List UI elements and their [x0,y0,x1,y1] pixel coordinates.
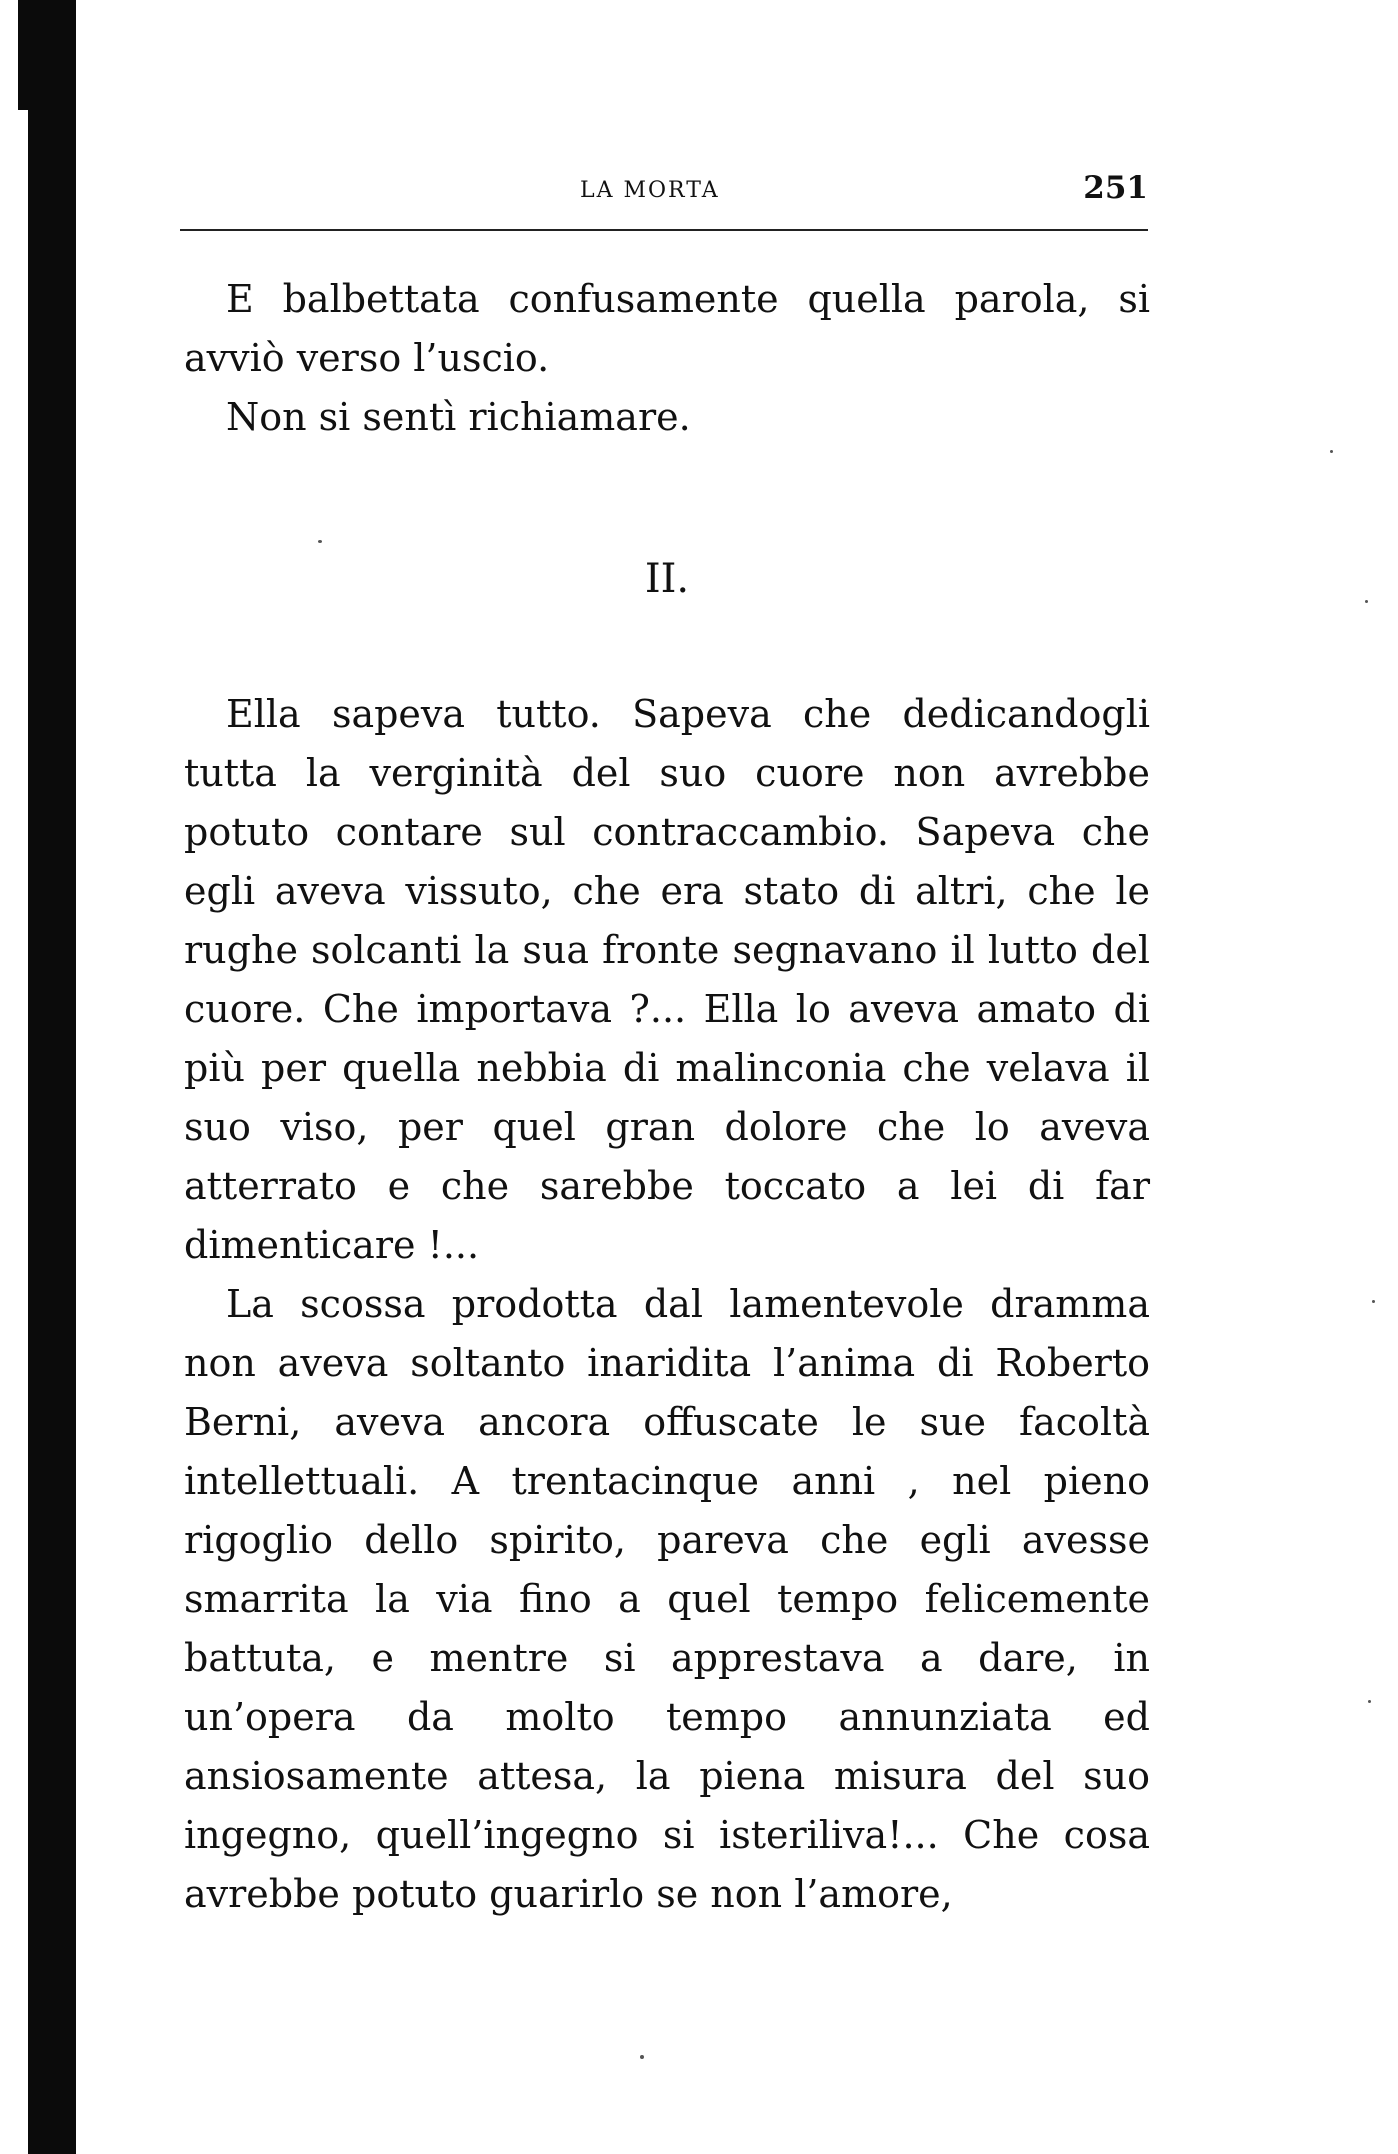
running-head [180,170,1148,210]
header-rule [180,229,1148,231]
scan-speck [1365,600,1368,603]
section-heading: II. [644,556,690,602]
section-one-text [184,270,1150,447]
book-binding-edge-top [18,0,48,110]
scan-speck [1372,1300,1375,1303]
paragraph: La scossa prodotta dal lamentevole dramma non aveva soltanto inaridita l’anima di Roberto Berni, aveva ancora offuscate le sue facoltà intellettuali. A trentacinque anni , nel pieno rigoglio dello spirito, pareva che egli avesse smarrita la via fino a quel tempo felicemente battuta, e mentre si apprestava a dare, in un’opera da molto tempo annunziata ed ansiosamente attesa, la piena misura del suo ingegno, quell’ingegno si isteriliva!... Che cosa avrebbe potuto guarirlo se non l’amore, [184,1282,1150,1916]
paragraph: Non si sentì richiamare. [226,395,691,439]
paragraph: E balbettata confusamente quella parola, si avviò verso l’uscio. [184,277,1150,380]
running-title: LA MORTA [580,178,720,203]
page-number: 251 [1083,170,1148,206]
scan-speck [318,540,322,543]
section-two-text [184,685,1150,1924]
paragraph: Ella sapeva tutto. Sapeva che dedicandogli tutta la verginità del suo cuore non avrebbe potuto contare sul contraccambio. Sapeva che egli aveva vissuto, che era stato di altri, che le rughe solcanti la sua fronte segnavano il lutto del cuore. Che importava ?... Ella lo aveva amato di più per quella nebbia di malinconia che velava il suo viso, per quel gran dolore che lo aveva atterrato e che sarebbe toccato a lei di far dimenticare !... [184,692,1150,1267]
book-binding-edge [28,0,76,2154]
scan-speck [1330,450,1333,453]
scan-speck [1368,1700,1371,1703]
scan-speck [640,2055,644,2059]
